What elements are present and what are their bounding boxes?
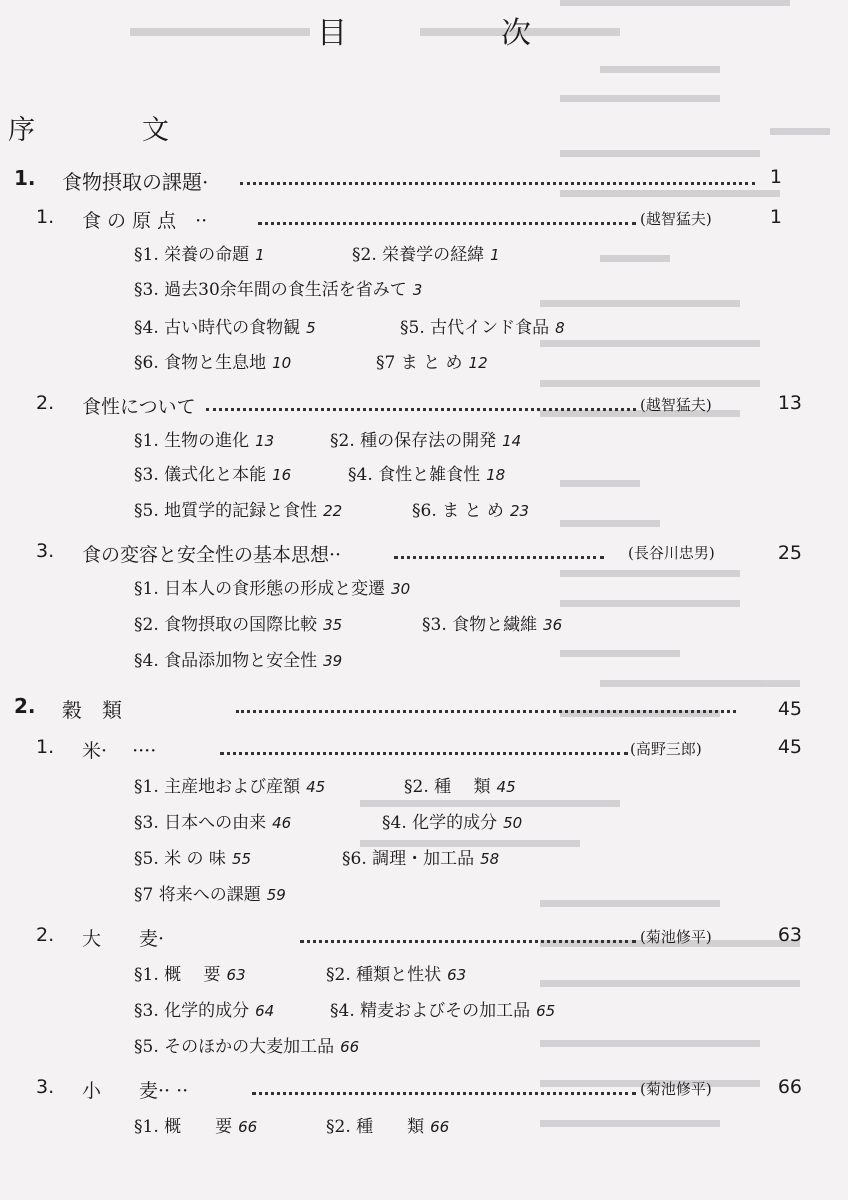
chapter-title: 食物摂取の課題·: [62, 170, 209, 194]
section-row[interactable]: [0, 206, 848, 240]
subsection-item[interactable]: [352, 240, 500, 265]
section-row[interactable]: [0, 924, 848, 958]
subsection-label: §1. 主産地および産額: [134, 777, 301, 797]
subsection-item[interactable]: [404, 772, 516, 797]
page-number: 66: [777, 1076, 802, 1098]
subsection-item[interactable]: [134, 610, 342, 635]
preface-heading: 序 文: [8, 115, 209, 146]
subsection-page: 10: [272, 354, 292, 372]
section-row[interactable]: [0, 540, 848, 574]
page-number: 1: [769, 206, 782, 228]
section-title: 米· ····: [82, 740, 157, 762]
subsection-item[interactable]: [422, 610, 562, 635]
subsection-label: §2. 栄養学の経緯: [352, 245, 485, 265]
page-number: 45: [777, 736, 802, 758]
subsection-page: 5: [306, 319, 316, 337]
author-name: (越智猛夫): [640, 210, 712, 228]
subsection-page: 66: [430, 1118, 450, 1136]
subsection-page: 59: [266, 886, 286, 904]
page-number: 25: [777, 542, 802, 564]
chapter-row[interactable]: [0, 166, 848, 200]
subsection-item[interactable]: [134, 844, 251, 869]
subsection-label: §4. 食性と雑食性: [348, 465, 481, 485]
subsection-item[interactable]: [134, 313, 316, 338]
subsection-page: 46: [272, 814, 292, 832]
subsection-page: 39: [323, 652, 343, 670]
section-number: 1.: [36, 206, 55, 228]
dot-leader: [236, 710, 736, 713]
author-name: (菊池修平): [640, 1080, 712, 1098]
subsection-item[interactable]: [342, 844, 499, 869]
subsection-label: §1. 日本人の食形態の形成と変遷: [134, 579, 386, 599]
author-name: (長谷川忠男): [628, 544, 715, 562]
subsection-page: 3: [412, 281, 423, 299]
author-name: (高野三郎): [630, 740, 702, 758]
subsection-label: §2. 種の保存法の開発: [330, 431, 497, 451]
subsection-label: §2. 種 類: [326, 1117, 425, 1137]
subsection-page: 16: [272, 466, 292, 484]
subsection-item[interactable]: [382, 808, 522, 833]
subsection-page: 55: [231, 850, 252, 868]
dot-leader: [206, 408, 636, 411]
chapter-number: 1.: [14, 166, 36, 190]
section-title: 小 麦·· ··: [82, 1080, 189, 1102]
subsection-page: 12: [468, 354, 488, 372]
subsection-label: §4. 精麦およびその加工品: [330, 1001, 531, 1021]
subsection-page: 63: [226, 966, 246, 984]
dot-leader: [258, 222, 636, 225]
subsection-label: §7 ま と め: [376, 353, 463, 373]
subsection-item[interactable]: [134, 240, 265, 265]
subsection-page: 13: [255, 432, 275, 450]
subsection-page: 66: [340, 1038, 360, 1056]
section-title: 食性について: [82, 396, 196, 418]
subsection-label: §6. ま と め: [412, 501, 504, 521]
subsection-item[interactable]: [134, 1032, 359, 1057]
subsection-page: 18: [486, 466, 506, 484]
subsection-label: §2. 種類と性状: [326, 965, 442, 985]
subsection-label: §6. 食物と生息地: [134, 353, 267, 373]
subsection-page: 58: [480, 850, 500, 868]
subsection-label: §5. 古代インド食品: [400, 318, 550, 338]
subsection-item[interactable]: [134, 426, 274, 451]
subsection-label: §5. そのほかの大麦加工品: [134, 1037, 335, 1057]
section-number: 3.: [36, 540, 55, 562]
chapter-row[interactable]: [0, 694, 848, 728]
section-title: 食の変容と安全性の基本思想··: [82, 544, 342, 566]
subsection-label: §6. 調理・加工品: [342, 849, 475, 869]
section-row[interactable]: [0, 1076, 848, 1110]
dot-leader: [300, 940, 636, 943]
subsection-item[interactable]: [134, 496, 342, 521]
author-name: (越智猛夫): [640, 396, 712, 414]
subsection-label: §4. 古い時代の食物観: [134, 318, 301, 338]
subsection-page: 30: [391, 580, 411, 598]
subsection-item[interactable]: [134, 460, 291, 485]
dot-leader: [240, 182, 755, 185]
chapter-number: 2.: [14, 694, 36, 718]
subsection-item[interactable]: [134, 275, 422, 300]
section-row[interactable]: [0, 736, 848, 770]
subsection-page: 14: [502, 432, 522, 450]
section-row[interactable]: [0, 392, 848, 426]
subsection-label: §4. 化学的成分: [382, 813, 498, 833]
subsection-item[interactable]: [348, 460, 505, 485]
subsection-label: §3. 過去30余年間の食生活を省みて: [134, 280, 407, 300]
subsection-page: 65: [536, 1002, 556, 1020]
subsection-label: §3. 食物と繊維: [422, 615, 538, 635]
page-number: 45: [777, 698, 802, 720]
subsection-page: 45: [306, 778, 326, 796]
subsection-item[interactable]: [134, 808, 291, 833]
subsection-label: §1. 概 要: [134, 965, 221, 985]
subsection-label: §7 将来への課題: [134, 885, 261, 905]
subsection-label: §5. 米 の 味: [134, 849, 226, 869]
subsection-label: §2. 食物摂取の国際比較: [134, 615, 318, 635]
subsection-item[interactable]: [134, 960, 246, 985]
page-number: 1: [769, 166, 782, 188]
subsection-item[interactable]: [412, 496, 529, 521]
subsection-page: 35: [323, 616, 343, 634]
section-title: 大 麦·: [82, 928, 165, 950]
page-title: 目 次: [317, 16, 593, 51]
subsection-item[interactable]: [376, 348, 488, 373]
section-number: 2.: [36, 392, 55, 414]
subsection-page: 50: [503, 814, 523, 832]
subsection-label: §2. 種 類: [404, 777, 491, 797]
subsection-item[interactable]: [330, 426, 521, 451]
section-number: 2.: [36, 924, 55, 946]
dot-leader: [220, 752, 628, 755]
subsection-item[interactable]: [400, 313, 565, 338]
subsection-item[interactable]: [134, 574, 410, 599]
subsection-item[interactable]: [134, 996, 274, 1021]
subsection-label: §1. 生物の進化: [134, 431, 250, 451]
subsection-item[interactable]: [134, 772, 325, 797]
subsection-page: 66: [238, 1118, 258, 1136]
subsection-page: 36: [543, 616, 563, 634]
subsection-item[interactable]: [330, 996, 555, 1021]
page-number: 63: [777, 924, 802, 946]
subsection-label: §3. 儀式化と本能: [134, 465, 267, 485]
subsection-page: 45: [496, 778, 516, 796]
section-number: 1.: [36, 736, 55, 758]
subsection-item[interactable]: [134, 880, 286, 905]
subsection-label: §1. 概 要: [134, 1117, 233, 1137]
subsection-label: §3. 日本への由来: [134, 813, 267, 833]
page-number: 13: [777, 392, 802, 414]
subsection-page: 63: [447, 966, 467, 984]
subsection-page: 1: [490, 246, 500, 264]
subsection-item[interactable]: [134, 348, 291, 373]
author-name: (菊池修平): [640, 928, 712, 946]
subsection-label: §5. 地質学的記録と食性: [134, 501, 318, 521]
chapter-title: 穀 類: [62, 698, 122, 722]
subsection-page: 23: [509, 502, 530, 520]
subsection-label: §1. 栄養の命題: [134, 245, 250, 265]
subsection-item[interactable]: [326, 960, 466, 985]
subsection-page: 22: [323, 502, 343, 520]
subsection-page: 1: [255, 246, 265, 264]
subsection-item[interactable]: [134, 1112, 257, 1137]
subsection-item[interactable]: [134, 646, 342, 671]
section-title: 食 の 原 点 ··: [82, 210, 208, 232]
section-number: 3.: [36, 1076, 55, 1098]
subsection-label: §3. 化学的成分: [134, 1001, 250, 1021]
subsection-label: §4. 食品添加物と安全性: [134, 651, 318, 671]
subsection-page: 8: [555, 319, 565, 337]
dot-leader: [252, 1092, 636, 1095]
subsection-item[interactable]: [326, 1112, 449, 1137]
dot-leader: [394, 556, 604, 559]
subsection-page: 64: [255, 1002, 275, 1020]
